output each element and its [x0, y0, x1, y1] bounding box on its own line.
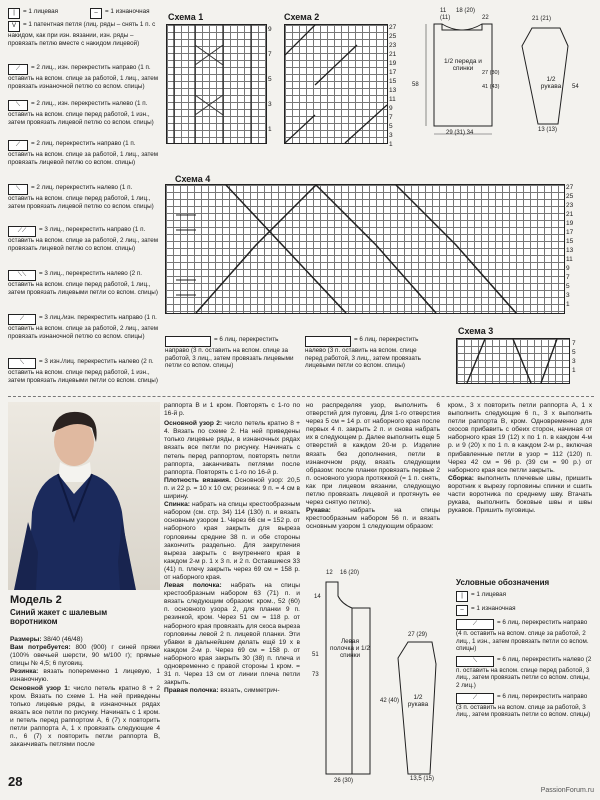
schematic-2-label: 26 (30)	[334, 778, 354, 784]
col2-para: Основной узор 2: число петель кратно 8 + 4. Вязать по схеме 2. На ней приведены только лицевые ряды, в изнаночных рядах вязать все петли по рисунку. Начинать с петель перед раппортом, повторять петли раппорта, заканчивать петлями после раппорта. Повторять с 1-го по 16-й р.	[164, 420, 300, 476]
schematic-2-sleeve-side: 42 (40)	[380, 698, 400, 704]
legend-bottom-item: ⟋ = 6 лиц. перекрестить направо (3 п. оставить на вспом. спице за работой, 3 лиц., затем провязать петли со вспом. спицы)	[456, 692, 591, 719]
text-column-2	[164, 402, 300, 695]
schematic-2-sleeve-top: 27 (29)	[408, 632, 428, 638]
schematic-2-label: 16 (20)	[340, 570, 360, 576]
schematic-2-outline	[308, 568, 446, 790]
schematic-2-body-label: Левая полочка и 1/2 спинки	[330, 638, 370, 659]
chart-schema-3	[456, 338, 570, 384]
legend-item: | = 1 лицевая	[8, 8, 78, 19]
col2-para: Плотность вязания. Основной узор: 20,5 п. и 22 р. = 10 х 10 см; резинка: 9 п. = 4 см в ширину.	[164, 476, 300, 501]
model-photo	[8, 402, 160, 590]
chart-schema-4	[165, 184, 565, 314]
col3-para: но распределяя узор, выполнить 6 отверстий для пуговиц. Для 1-го отверстия через 5 см = 14 р. от наборного края после первых 4 п. закрыть 2 п. и снова набрать их в следующем р. Далее выполнить еще 5 отверстий в каждом 20-м р. Изделие вязать без дополнения, петли в изнаночном ряду, вязать следующим образом: после планки провязать первые 2 п. основного узора протяжкой (= 1 п. снять, как при лицевом вязании, следующую петлю провязать лицевой и протянуть ее через снятую петлю).	[306, 402, 440, 507]
col2-intro: раппорта В и 1 кром. Повторять с 1-го по 16-й р.	[164, 402, 300, 418]
legend-bottom-item: ⟍ = 6 лиц. перекрестить налево (2 п. оставить на вспом. спице перед работой, 3 лиц., затем провязать петли со вспом. спицы, 2 лиц.)	[456, 655, 592, 689]
legend-bottom-item: | = 1 лицевая	[456, 591, 594, 602]
col2-para: Правая полочка: вязать, симметрич-	[164, 687, 280, 695]
chart-schema-3-rows: 7 5 3 1	[572, 340, 576, 374]
rib-line: Резинка: вязать попеременно 1 лицевую, 1 изнаночную.	[10, 668, 160, 684]
chart-schema-2-rows: 27 25 23 21 19 17 15 13 11 9 7 5 3 1	[389, 24, 397, 148]
text-column-4	[448, 402, 592, 515]
model-subtitle: Синий жакет с шалевым воротником	[10, 608, 108, 626]
schematic-1-top-label: (11)	[440, 15, 451, 21]
section-divider	[8, 396, 594, 397]
schematic-1-top-label: 22	[482, 15, 489, 21]
legend-item: ⟋ = 3 лиц./изн. перекрестить направо (1 п. оставить на вспом. спице за работой, 2 лиц., затем провязать изнаночной петлю со вспом. спицы)	[8, 314, 159, 340]
schematic-1-sleeve-side: 54	[572, 84, 579, 90]
legend-symbol: V	[8, 21, 20, 32]
text-column-3	[306, 402, 440, 532]
schematic-1-bottom-label: 29 (31) 34	[446, 130, 474, 136]
col4-para: Сборка: выполнить плечевые швы, пришить воротник к вырезу горловины спинки и сшить части воротника по среднему шву. Втачать рукава, выполнить боковые швы и швы рукавов. Пришить пуговицы.	[448, 474, 592, 515]
legend-item: V = 1 патентная петля (лиц. ряды – снять 1 п. с накидом, как при изн. вязании, изн. ряды – провязать петлю вместе с накидом лицевой)	[8, 21, 156, 47]
schematic-1-sleeve-top: 21 (21)	[532, 16, 552, 22]
schematic-2-label: 12	[326, 570, 333, 576]
col2-para: Спинка: набрать на спицы крестообразным набором (см. стр. 34) 114 (130) п. и вязать основным узором 1. Через 66 см = 152 р. от наборного края закрыть для выреза горловины средние 38 п. и обе стороны закончить раздельно. Для закругления выреза закрыть с внутреннего края в каждом 2-м р. 1 х 3 п. и 2 п. Оставшиеся 33 (41) п. плечу закрыть через 69 см = 158 р. от наборного края.	[164, 501, 300, 581]
legend-item: ⟋ = 2 лиц., изн. перекрестить направо (1 п. оставить на вспом. спице за работой, 1 лиц., затем провязать изнаночной петлю со вспом. спицы)	[8, 64, 159, 90]
legend-bottom-item: – = 1 изнаночная	[456, 605, 594, 616]
legend-symbol-6-left	[305, 336, 351, 347]
schematic-2-label: 51	[312, 652, 319, 658]
schematic-1-body-label: 1/2 переда и спинки	[444, 58, 482, 72]
legend-symbol: ⟍⟍	[8, 270, 36, 281]
legend-item: – = 1 изнаночная	[90, 8, 160, 19]
legend-symbol: ⟋	[8, 314, 36, 325]
legend-symbol: ⟍	[8, 358, 36, 369]
watermark: PassionForum.ru	[540, 787, 594, 794]
chart-schema-1-pattern	[167, 25, 266, 143]
legend-mid-item: = 6 лиц. перекрестить налево (3 п. оставить на вспом. спице перед работой, 3 лиц., затем провязать лицевыми петли со вспом. спицы)	[305, 336, 421, 370]
schematic-1-side-label: 58	[412, 82, 419, 88]
legend-symbol: ⟋	[8, 140, 28, 151]
legend-item: ⟍ = 2 лиц. перекрестить налево (1 п. оставить на вспом. спице перед работой, 1 лиц., затем провязать лицевой петлю со вспом. спицы)	[8, 184, 154, 210]
legend-symbol: ⟍	[8, 100, 28, 111]
schematic-1-inner-label: 27 (30)	[482, 70, 500, 76]
chart-title-4: Схема 4	[175, 174, 211, 184]
model-details	[10, 636, 160, 749]
sizes-line: Размеры: 38/40 (46/48)	[10, 636, 83, 643]
schematic-1-top-label: 18 (20)	[456, 8, 476, 14]
chart-schema-2	[284, 24, 388, 144]
col2-para: Левая полочка: набрать на спицы крестообразным набором 63 (71) п. и вязать следующим образом: кром., 52 (60) п. основного узора 2, для планки 9 п. резинкой, кром. Через 51 см = 118 р. от наборного края провязать для скоса выреза горловины левой 2 п. лицевой планки. Эти убавки в дальнейшем делать ещё 19 х в каждом 2-м р. Через 69 см = 158 р. от наборного края закрыть 30 (38) п. плеча и одновременно с правой стороны 1 кром. = 31 п. Через 13 см от линии плеча петли закрыть.	[164, 582, 300, 687]
legend-symbol: ⟍	[8, 184, 28, 195]
col3-para: Рукава: набрать на спицы крестообразным набором 56 п. и вязать основным узором 1 следующим образом:	[306, 507, 440, 531]
legend-item: ⟍ = 2 лиц., изн. перекрестить налево (1 п. оставить на вспом. спице перед работой, 1 изн., затем провязать лицевой петлю со вспом. спицы)	[8, 100, 154, 126]
schematic-1-top-label: 11	[440, 8, 447, 14]
schematic-2-sleeve-label: 1/2 рукава	[407, 694, 429, 708]
legend-item: ⟍ = 3 изн./лиц. перекрестить налево (2 п. оставить на вспом. спице перед работой, 1 изн., затем провязать лицевыми петли со вспом. спицы)	[8, 358, 158, 384]
schematic-2-label: 73	[312, 672, 319, 678]
schematic-2	[308, 568, 446, 790]
chart-schema-3-pattern	[457, 339, 569, 383]
chart-schema-1-rows: 9 7 5 3 1	[268, 26, 272, 133]
chart-title-3: Схема 3	[458, 326, 494, 336]
materials-line: Вам потребуется: 800 (900) г синей пряжи (100% овечьей шерсти, 90 м/100 г); прямые спицы № 4,5; 6 пуговиц.	[10, 644, 160, 668]
schematic-1-sleeve-label: 1/2 рукава	[540, 76, 562, 90]
legend-item: ⟋⟋ = 3 лиц., перекрестить направо (1 п. оставить на вспом. спице за работой, 2 лиц., затем провязать лицевой петлю со вспом. спицы)	[8, 226, 159, 252]
schematic-1	[412, 6, 596, 138]
legend-symbol: |	[8, 8, 20, 19]
chart-schema-2-pattern	[285, 25, 387, 143]
chart-title-2: Схема 2	[284, 12, 320, 22]
legend-top	[8, 8, 168, 398]
legend-symbol-6-right	[165, 336, 211, 347]
col4-para: кром., 3 х повторить петли раппорта А, 1 х выполнить следующие 6 п., 3 х выполнить петли раппорта В, кром. Одновременно для скосов прибавить с обеих сторон, начиная от наборного края 19 (12) х по 1 п. в каждом 4-м р. и 9 (20) х по 1 п. в каждом 2-м р., включая прибавленные петли в узор = 112 (120) п. Через 42 см = 96 р. (39 см = 90 р.) от наборного края все петли закрыть.	[448, 402, 592, 474]
legend-symbol: ⟋⟋	[8, 226, 36, 237]
legend-mid-item: = 6 лиц. перекрестить направо (3 п. оставить на вспом. спице за работой, 3 лиц., затем провязать лицевыми петли со вспом. спицы)	[165, 336, 294, 370]
chart-title-1: Схема 1	[168, 12, 204, 22]
schematic-1-inner-label: 41 (43)	[482, 84, 500, 90]
schematic-2-label: 14	[314, 594, 321, 600]
model-header	[10, 594, 160, 626]
legend-symbol: ⟋	[8, 64, 28, 75]
page-number: 28	[8, 774, 23, 789]
chart-schema-4-rows: 27 25 23 21 19 17 15 13 11 9 7 5 3 1	[566, 184, 574, 308]
model-figure-illustration	[8, 402, 160, 590]
schematic-1-sleeve-bottom: 13 (13)	[538, 127, 558, 133]
schematic-1-outline	[412, 6, 596, 138]
legend-bottom	[456, 578, 594, 722]
chart-schema-1	[166, 24, 267, 144]
legend-bottom-item: ⟋ = 6 лиц. перекрестить направо (4 п. оставить на вспом. спице за работой, 2 лиц., 1 изн., затем провязать петли со вспом. спицы)	[456, 619, 589, 653]
legend-bottom-title: Условные обозначения	[456, 578, 550, 587]
schematic-2-sleeve-bottom: 13,5 (15)	[410, 776, 435, 782]
main1-line: Основной узор 1: число петель кратно 8 + 2 кром. Вязать по схеме 1. На ней приведены только лицевые ряды, в изнаночных рядах вязать все петли по рисунку. Начинать с 1 кром. и петель перед раппортом А, 6 (7) х повторить петли раппорта А, 1 х провязать следующие 4 п., 6 (7) х повторить петли раппорта В, заканчивать петлями после	[10, 684, 160, 749]
model-title: Модель 2	[10, 594, 62, 606]
legend-item: ⟍⟍ = 3 лиц., перекрестить налево (2 п. оставить на вспом. спице перед работой, 1 лиц., затем провязать лицевыми петли со вспом. спицы)	[8, 270, 158, 296]
legend-item: ⟋ = 2 лиц. перекрестить направо (1 п. оставить на вспом. спице за работой, 1 лиц., затем провязать лицевой петлю со вспом. спицы)	[8, 140, 159, 166]
chart-schema-4-pattern	[166, 185, 564, 313]
legend-symbol: –	[90, 8, 102, 19]
